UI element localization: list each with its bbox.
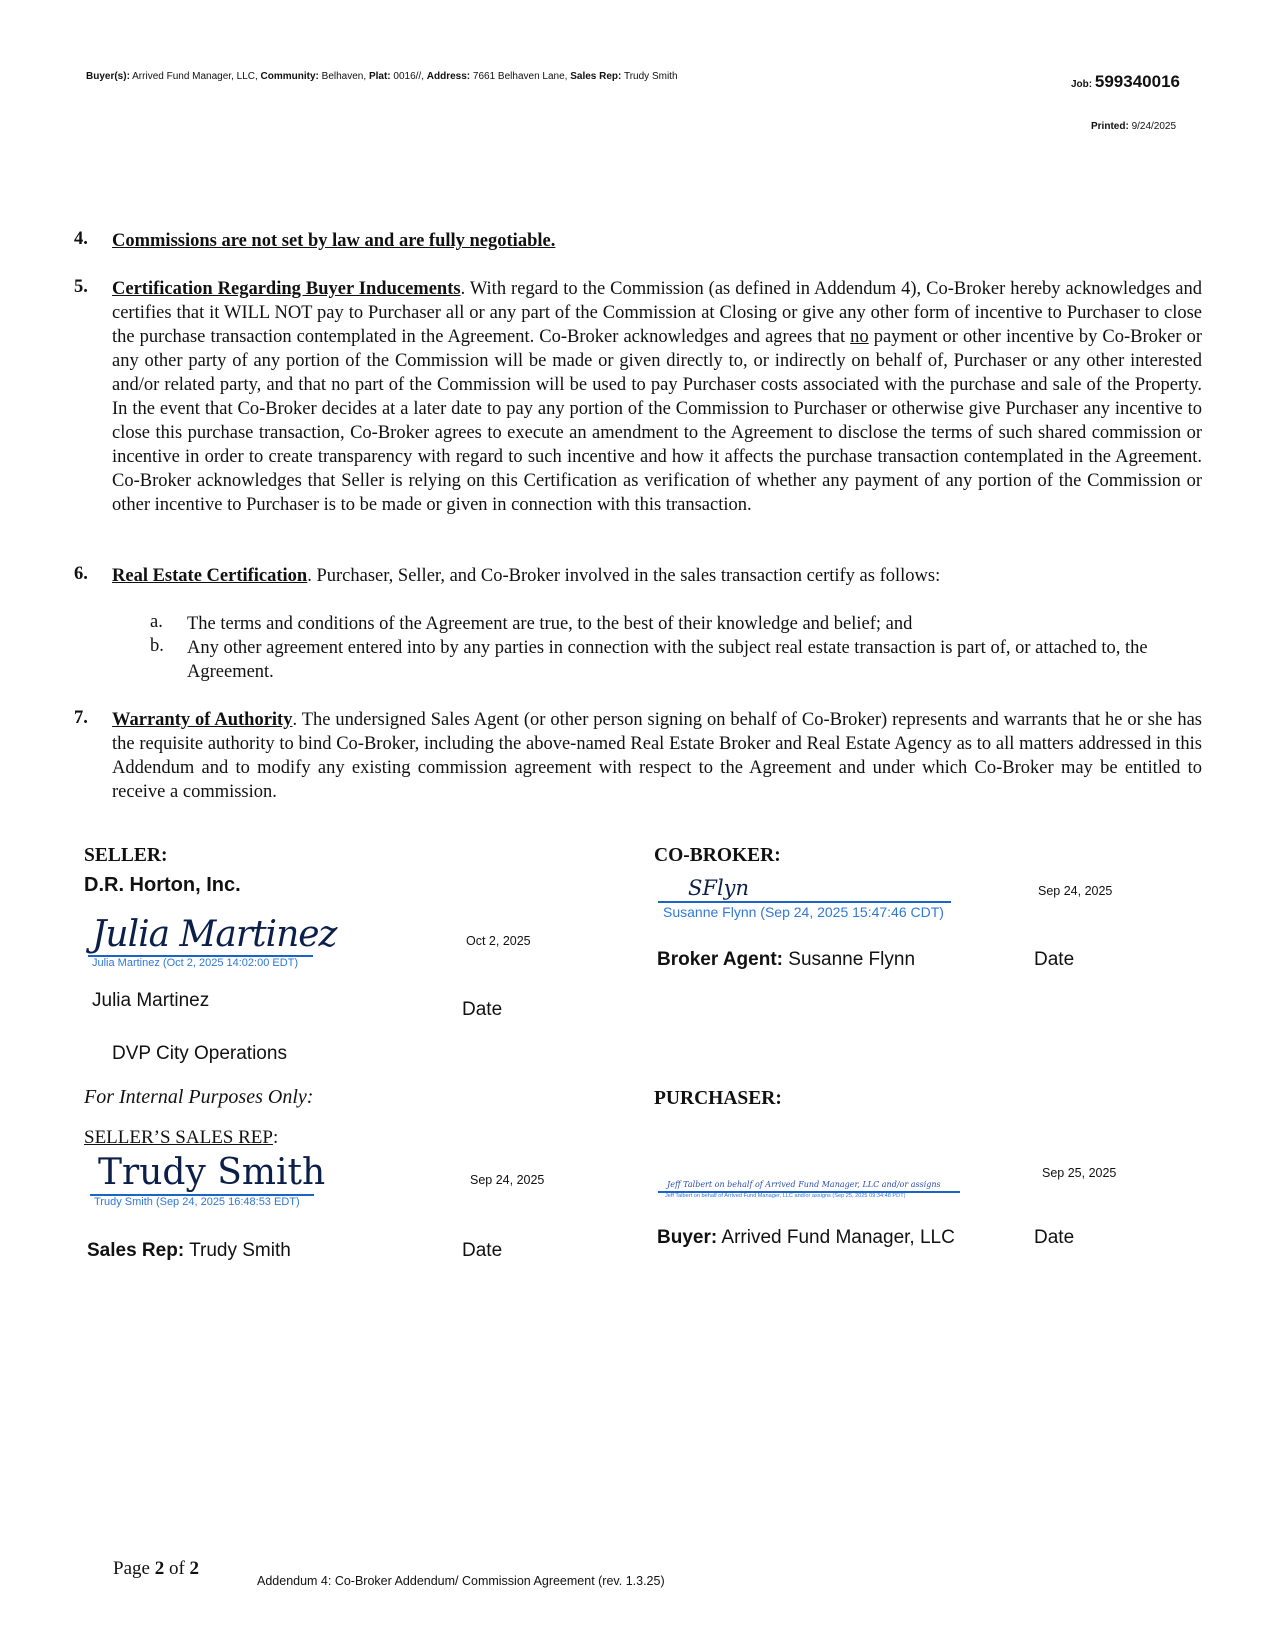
section-6b-text: Any other agreement entered into by any parties in connection with the subject real estate transaction is part of, or attached to, the Agreement. <box>187 638 1148 682</box>
section-5 <box>112 277 1202 517</box>
broker-agent-label: Broker Agent: <box>657 949 783 970</box>
cobroker-date-label: Date <box>1034 949 1075 970</box>
seller-signature-caption: Julia Martinez (Oct 2, 2025 14:02:00 EDT) <box>92 957 299 969</box>
community-value: Belhaven, <box>321 71 367 82</box>
footer-doc-title: Addendum 4: Co-Broker Addendum/ Commission Agreement (rev. 1.3.25) <box>257 1574 665 1588</box>
address-value: 7661 Belhaven Lane, <box>472 71 568 82</box>
section-6-title: Real Estate Certification <box>112 566 308 586</box>
section-7-text: . The undersigned Sales Agent (or other person signing on behalf of Co-Broker) represents and warrants that he or she has the requisite authority to bind Co-Broker, including the above-named Real Estate Broker and Real Estate Agency as to all matters addressed in this Addendum and to modify any existing commission agreement with respect to the Agreement and under which Co-Broker may be entitled to receive a commission. <box>112 710 1202 802</box>
section-4 <box>112 229 1202 253</box>
cobroker-signature-line <box>658 901 951 903</box>
cobroker-heading: CO-BROKER: <box>654 845 781 866</box>
page-total: 2 <box>189 1558 200 1579</box>
sales-rep-signature: Trudy Smith <box>98 1152 326 1193</box>
page-of-word: of <box>164 1558 190 1579</box>
section-4-number: 4. <box>74 229 88 249</box>
page-number <box>113 1558 199 1580</box>
cobroker-signature: SFlyn <box>688 876 750 900</box>
header-line <box>86 71 678 82</box>
community-label: Community: <box>260 71 319 82</box>
sales-rep-role-label: Sales Rep: <box>87 1240 185 1261</box>
section-7-number: 7. <box>74 708 88 728</box>
sales-rep-heading <box>84 1127 278 1149</box>
buyer-name: Arrived Fund Manager, LLC <box>721 1227 955 1248</box>
purchaser-heading: PURCHASER: <box>654 1088 782 1109</box>
job-label: Job: <box>1071 79 1093 90</box>
section-6a-label: a. <box>150 612 163 632</box>
section-7 <box>112 708 1202 804</box>
sales-rep-heading-colon: : <box>272 1127 279 1148</box>
section-6b-label: b. <box>150 636 164 656</box>
page-current: 2 <box>154 1558 165 1579</box>
section-5-text-a: . With regard to the Commission (as defined in Addendum 4), Co-Broker hereby acknowledges and certifies that it WILL NOT pay to Purchaser all or any part of the Commission at Closing or give any other form of incentive to Purchaser to close the purchase transaction contemplated in the Agreement. Co-Broker acknowledges and agrees that <box>112 279 1202 347</box>
seller-date-label: Date <box>462 999 503 1020</box>
sales-rep-name: Trudy Smith <box>189 1240 291 1261</box>
internal-note: For Internal Purposes Only: <box>84 1086 314 1108</box>
printed-value: 9/24/2025 <box>1131 121 1177 132</box>
cobroker-signature-caption: Susanne Flynn (Sep 24, 2025 15:47:46 CDT) <box>663 904 944 920</box>
purchaser-date-label: Date <box>1034 1227 1075 1248</box>
buyers-label: Buyer(s): <box>86 71 130 82</box>
cobroker-sign-date: Sep 24, 2025 <box>1038 884 1113 898</box>
section-6-number: 6. <box>74 564 88 584</box>
purchaser-sign-date: Sep 25, 2025 <box>1042 1166 1117 1180</box>
sales-rep-line <box>87 1240 291 1262</box>
page-word: Page <box>113 1558 155 1579</box>
printed-date <box>1091 121 1176 132</box>
sales-rep-label: Sales Rep: <box>570 71 622 82</box>
broker-agent-name: Susanne Flynn <box>788 949 916 970</box>
seller-company: D.R. Horton, Inc. <box>84 874 241 896</box>
section-7-title: Warranty of Authority <box>112 710 293 730</box>
seller-heading: SELLER: <box>84 845 168 866</box>
section-6-text: . Purchaser, Seller, and Co-Broker involved in the sales transaction certify as follows: <box>307 566 941 586</box>
section-4-title: Commissions are not set by law and are fully negotiable. <box>112 231 556 251</box>
section-6 <box>112 564 1202 588</box>
buyer-line <box>657 1227 955 1249</box>
broker-agent-line <box>657 949 915 971</box>
job-value: 599340016 <box>1094 72 1180 91</box>
seller-title: DVP City Operations <box>112 1043 287 1064</box>
printed-label: Printed: <box>1091 121 1129 132</box>
address-label: Address: <box>426 71 471 82</box>
section-5-title: Certification Regarding Buyer Inducements <box>112 279 461 299</box>
purchaser-signature: Jeff Talbert on behalf of Arrived Fund Manager, LLC and/or assigns <box>667 1180 941 1189</box>
buyer-label: Buyer: <box>657 1227 718 1248</box>
sales-rep-date-label: Date <box>462 1240 503 1261</box>
sales-rep-sign-date: Sep 24, 2025 <box>470 1173 545 1187</box>
seller-sign-date: Oct 2, 2025 <box>466 934 531 948</box>
job-number <box>1071 72 1180 92</box>
section-5-number: 5. <box>74 277 88 297</box>
sales-rep-value: Trudy Smith <box>623 71 678 82</box>
seller-signature: Julia Martinez <box>92 914 337 955</box>
purchaser-signature-caption: Jeff Talbert on behalf of Arrived Fund Manager, LLC and/or assigns (Sep 25, 2025 09:34:48 PDT) <box>665 1193 906 1199</box>
section-5-text-b: payment or other incentive by Co-Broker or any other party of any portion of the Commission will be made or given directly to, or indirectly on behalf of, Purchaser or any other interested and/or related party, and that no part of the Commission will be used to pay Purchaser costs associated with the purchase and sale of the Property. In the event that Co-Broker decides at a later date to pay any portion of the Commission to Purchaser or otherwise give Purchaser any incentive to close this purchase transaction, Co-Broker agrees to execute an amendment to the Agreement to disclose the terms of such shared commission or incentive in order to create transparency with regard to such incentive and how it affects the purchase transaction contemplated in the Agreement. Co-Broker acknowledges that Seller is relying on this Certification as verification of whether any payment of any portion of the Commission or other incentive to Purchaser is to be made or given in connection with this transaction. <box>112 327 1202 515</box>
seller-name: Julia Martinez <box>92 990 210 1011</box>
sales-rep-signature-caption: Trudy Smith (Sep 24, 2025 16:48:53 EDT) <box>94 1196 300 1208</box>
section-5-no: no <box>850 327 869 347</box>
section-6a-text: The terms and conditions of the Agreement are true, to the best of their knowledge and belief; and <box>187 614 913 634</box>
buyers-value: Arrived Fund Manager, LLC, <box>132 71 258 82</box>
plat-value: 0016//, <box>393 71 424 82</box>
plat-label: Plat: <box>368 71 391 82</box>
sales-rep-heading-text: SELLER’S SALES REP <box>84 1127 273 1148</box>
